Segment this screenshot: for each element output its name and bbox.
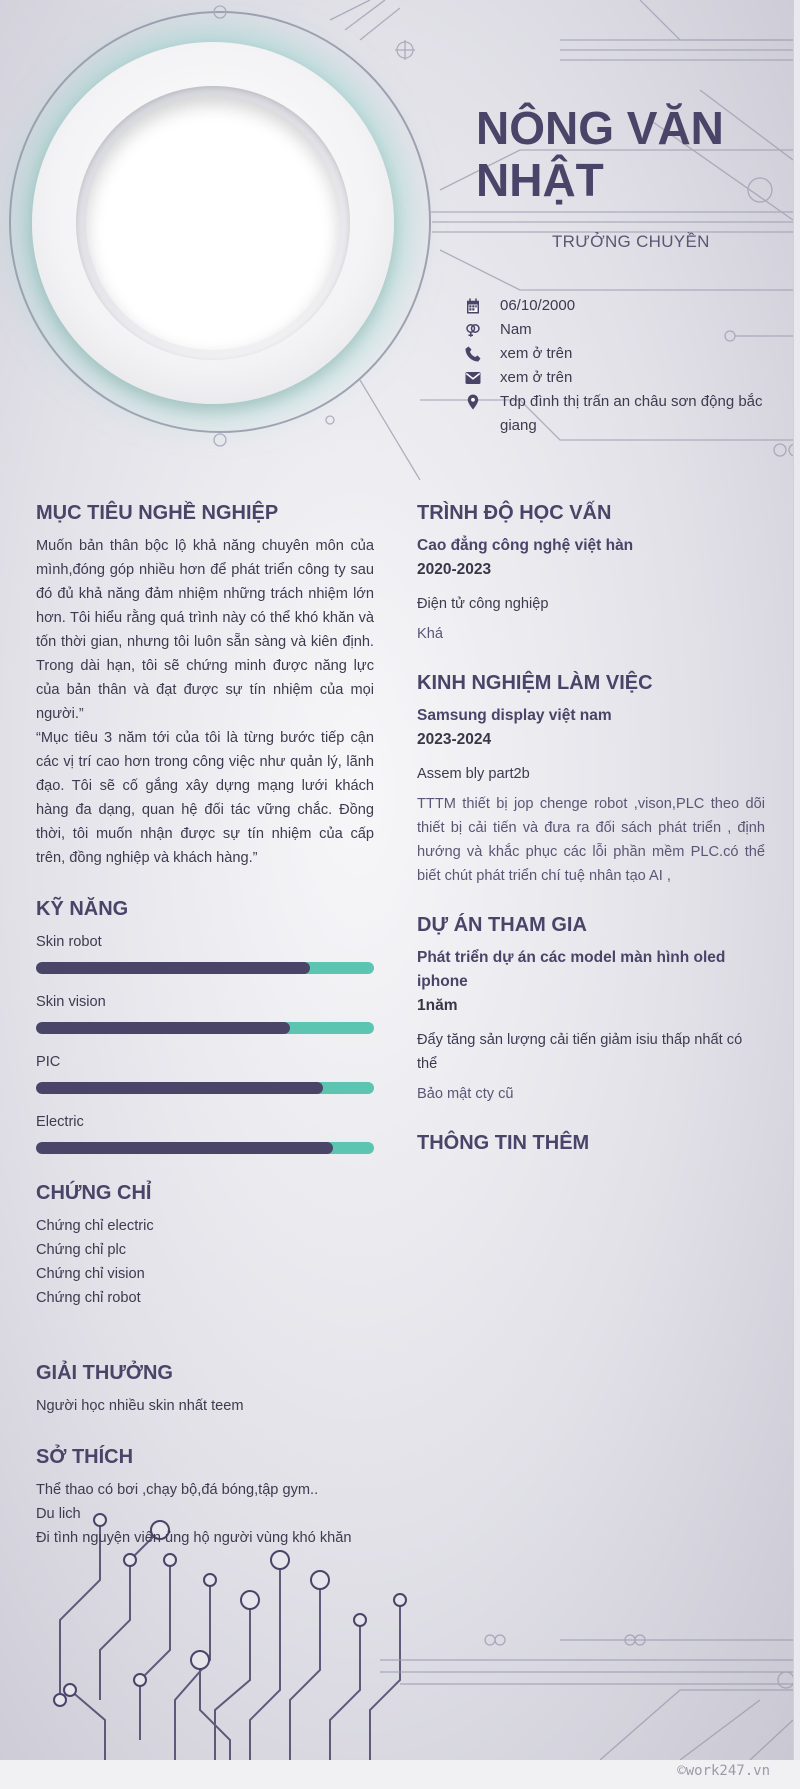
phone-icon — [462, 342, 484, 366]
skill-label: Electric — [36, 1114, 84, 1130]
school-name: Cao đẳng công nghệ việt hàn — [417, 537, 634, 554]
objective-paragraph: “Mục tiêu 3 năm tới của tôi là từng bước tiếp cận các vị trí cao hơn trong công việc như quản lý, lãnh đạo. Tôi sẽ cố gắng xây dựng mạng lưới khách hàng đa dạng, quan hệ đối tác vững chắc. Đồng thời, tôi muốn nhận được sự tín nhiệm của cấp trên, đồng nghiệp và khách hàng.” — [36, 730, 374, 866]
section-title: SỞ THÍCH — [36, 1446, 134, 1468]
project-name: Phát triển dự án các model màn hình oled iphone — [417, 949, 726, 990]
skill-bar-fill — [36, 1022, 290, 1034]
project-role: Đẩy tăng sản lượng cải tiến giảm isiu thấp nhất có thể — [417, 1032, 743, 1072]
education-section — [417, 500, 765, 646]
projects-section — [417, 912, 765, 1106]
calendar-icon — [462, 294, 484, 318]
section-title: GIẢI THƯỞNG — [36, 1362, 173, 1384]
education-major: Điện tử công nghiệp — [417, 596, 549, 612]
email-icon — [462, 366, 484, 390]
skill-bar-fill — [36, 1142, 333, 1154]
certificate-item: Chứng chỉ robot — [36, 1290, 141, 1306]
contact-value: Nam — [500, 321, 532, 338]
additional-info-section — [417, 1130, 765, 1156]
section-title: MỤC TIÊU NGHỀ NGHIỆP — [36, 502, 279, 524]
hobby-item: Đi tình nguyện viên ủng hộ người vùng khó khăn — [36, 1530, 352, 1546]
watermark: ©work247.vn — [677, 1763, 770, 1779]
experience-section — [417, 670, 765, 888]
skill-label: PIC — [36, 1054, 61, 1070]
company-name: Samsung display việt nam — [417, 707, 612, 724]
section-title: CHỨNG CHỈ — [36, 1182, 152, 1204]
section-title: THÔNG TIN THÊM — [417, 1132, 590, 1154]
section-title: KINH NGHIỆM LÀM VIỆC — [417, 672, 653, 694]
experience-period: 2023-2024 — [417, 731, 492, 748]
skill-item — [36, 932, 374, 974]
name-line-2: NHẬT — [476, 154, 604, 206]
contact-value: 06/10/2000 — [500, 297, 576, 314]
award-item: Người học nhiều skin nhất teem — [36, 1398, 244, 1414]
hobby-item: Thể thao có bơi ,chạy bộ,đá bóng,tập gym.. — [36, 1482, 319, 1498]
avatar-ring — [76, 86, 350, 360]
skill-label: Skin robot — [36, 934, 102, 950]
experience-position: Assem bly part2b — [417, 766, 530, 782]
contact-value: Tdp đình thị trấn an châu sơn động bắc giang — [500, 393, 763, 434]
name-line-1: NÔNG VĂN — [476, 102, 724, 154]
contact-gender — [462, 318, 777, 342]
location-icon — [462, 390, 484, 414]
section-title: TRÌNH ĐỘ HỌC VẤN — [417, 502, 612, 524]
section-title: DỰ ÁN THAM GIA — [417, 914, 587, 936]
contact-birthdate — [462, 294, 777, 318]
contact-address — [462, 390, 777, 438]
hobbies-section — [36, 1444, 374, 1550]
avatar-frame — [32, 42, 394, 404]
skill-bar-fill — [36, 962, 310, 974]
awards-section — [36, 1360, 374, 1418]
project-period: 1năm — [417, 997, 458, 1014]
skill-item — [36, 992, 374, 1034]
job-title: TRƯỞNG CHUYỀN — [552, 232, 710, 251]
candidate-name — [476, 102, 776, 206]
right-column — [417, 500, 765, 1164]
skill-label: Skin vision — [36, 994, 106, 1010]
skill-bar — [36, 1022, 374, 1034]
skill-item — [36, 1112, 374, 1154]
objective-section — [36, 500, 374, 870]
skill-item — [36, 1052, 374, 1094]
contact-phone — [462, 342, 777, 366]
contact-info — [462, 294, 777, 438]
certificate-item: Chứng chỉ electric — [36, 1218, 154, 1234]
skill-bar — [36, 962, 374, 974]
certificate-item: Chứng chỉ plc — [36, 1242, 127, 1258]
hobby-item: Du lich — [36, 1506, 81, 1522]
skills-section — [36, 896, 374, 1154]
education-grade: Khá — [417, 626, 443, 642]
certificates-section — [36, 1180, 374, 1310]
project-description: Bảo mật cty cũ — [417, 1086, 514, 1102]
skill-bar — [36, 1082, 374, 1094]
certificate-item: Chứng chỉ vision — [36, 1266, 145, 1282]
contact-email — [462, 366, 777, 390]
contact-value: xem ở trên — [500, 369, 573, 386]
skill-bar — [36, 1142, 374, 1154]
contact-value: xem ở trên — [500, 345, 573, 362]
education-period: 2020-2023 — [417, 561, 492, 578]
objective-paragraph: Muốn bản thân bộc lộ khả năng chuyên môn của mình,đóng góp nhiều hơn để phát triển công ty sau đó đủ khả năng đảm nhiệm những trách nhiệm lớn hơn. Tôi hiểu rằng quá trình này có thể khó khăn và tốn thời gian, nhưng tôi luôn sẵn sàng và kiên định. Trong dài hạn, tôi sẽ chứng minh được năng lực của bản thân và đạt được sự tín nhiệm của mọi người.” — [36, 538, 374, 722]
experience-description: TTTM thiết bị jop chenge robot ,vison,PLC theo dõi thiết bị cải tiến và đưa ra đối sách phát triển , định hướng và khắc phục các lỗi phần mềm PLC.có thể biết chút phát triển chí tuệ nhân tạo AI , — [417, 796, 765, 884]
left-column — [36, 500, 374, 1550]
skill-bar-fill — [36, 1082, 323, 1094]
gender-icon — [462, 318, 484, 342]
avatar[interactable] — [86, 96, 340, 350]
section-title: KỸ NĂNG — [36, 898, 129, 920]
